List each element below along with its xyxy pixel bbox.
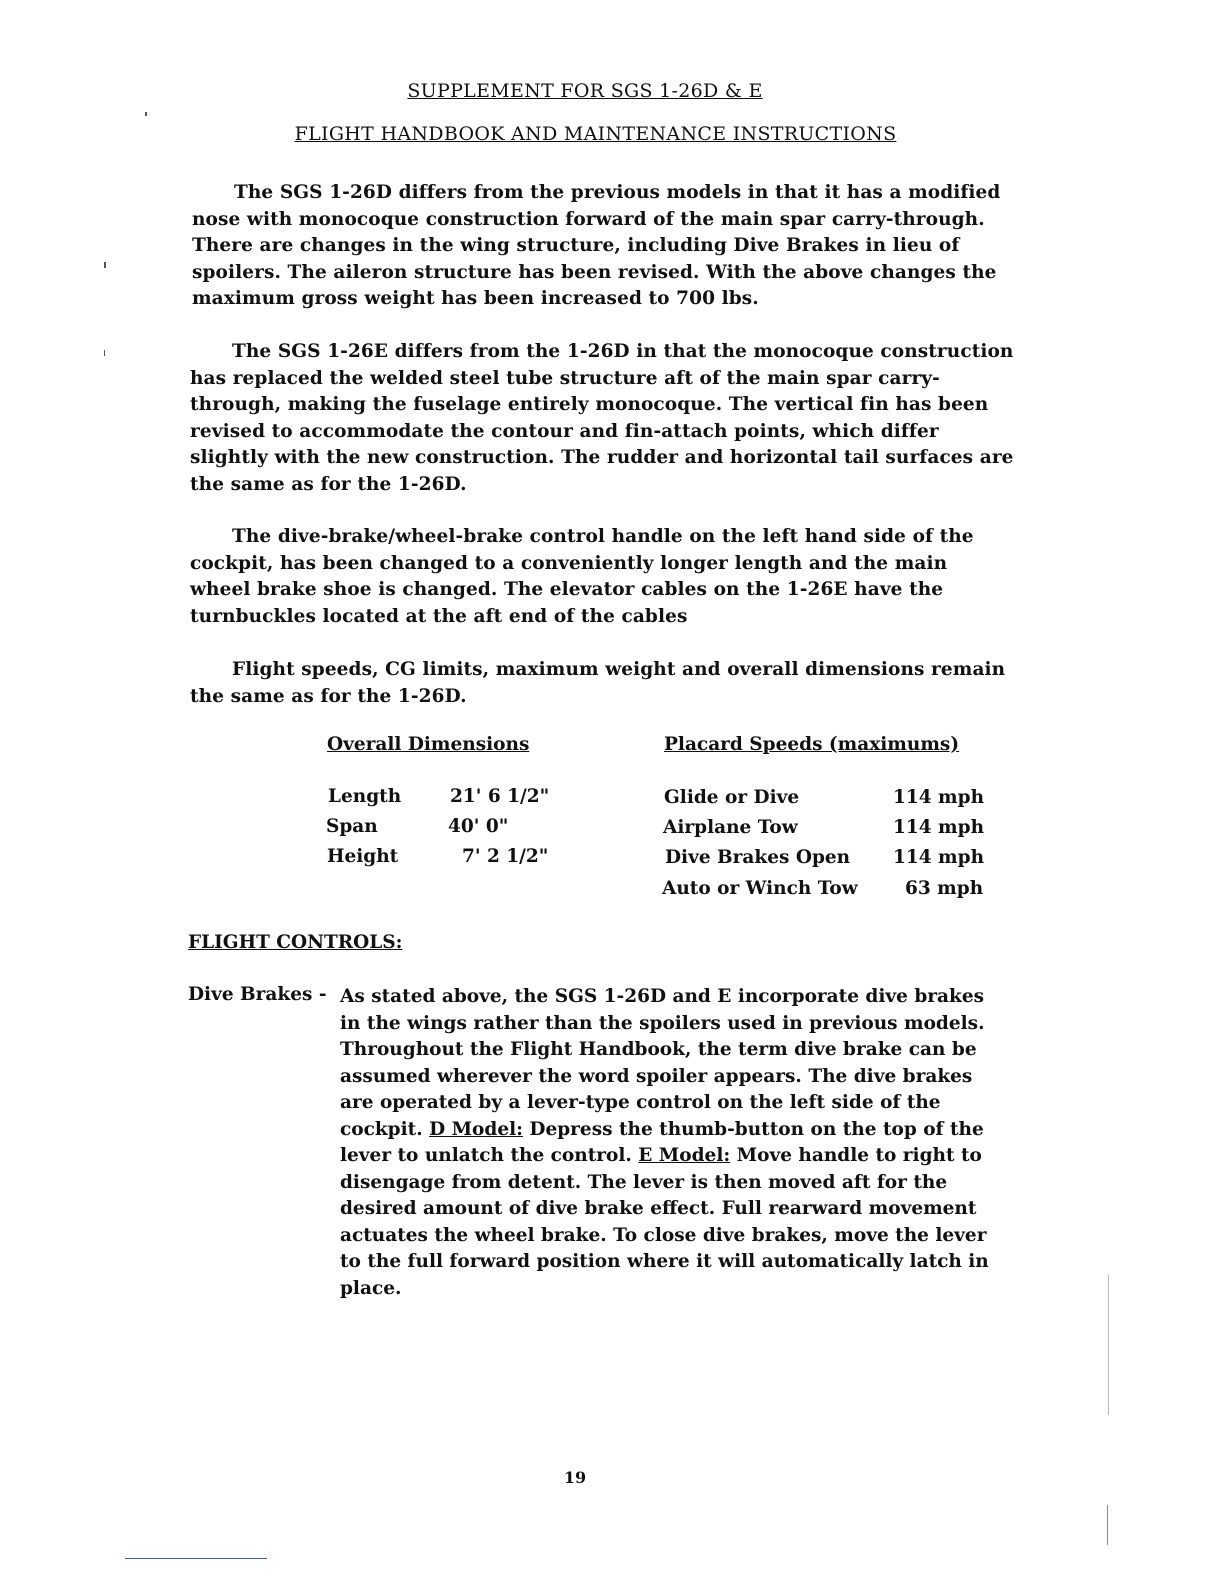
scan-speck <box>104 350 105 356</box>
flight-controls-heading: FLIGHT CONTROLS: <box>188 932 403 953</box>
paragraph-text: The dive-brake/wheel-brake control handle on the left hand side of the cockpit, has been changed to a conveniently longer length and the main wheel brake shoe is changed. The elevator cables on the 1-26E have the turnbuckles located at the aft end of the cables <box>190 526 974 627</box>
dimension-value: 40' 0" <box>448 816 509 837</box>
dimension-label: Length <box>328 786 402 807</box>
description-text: Move handle to right to disengage from detent. The lever is then moved aft for the desired amount of dive brake effect. Full rearward movement actuates the wheel brake. To close dive brakes, move the lever to the full forward position where it will automatically latch in place. <box>340 1145 989 1299</box>
paragraph-control-handle <box>190 524 1010 630</box>
e-model-label: E Model: <box>638 1145 731 1166</box>
paragraph-1-26d <box>192 180 1004 313</box>
speed-value: 114 mph <box>893 787 985 808</box>
description-text: Depress the thumb-button on the top of the lever to unlatch the control. <box>340 1118 984 1166</box>
scan-edge-mark <box>1108 1275 1109 1415</box>
speed-label: Glide or Dive <box>664 787 800 808</box>
paragraph-flight-speeds <box>190 657 1010 710</box>
dimensions-heading: Overall Dimensions <box>327 734 530 755</box>
paragraph-1-26e <box>190 339 1020 498</box>
speed-value: 63 mph <box>905 878 984 899</box>
speed-label: Dive Brakes Open <box>665 847 851 868</box>
scan-speck <box>104 262 106 268</box>
scan-speck <box>145 112 147 116</box>
document-title: SUPPLEMENT FOR SGS 1-26D & E <box>407 80 763 102</box>
paragraph-text: The SGS 1-26E differs from the 1-26D in that the monocoque construction has replaced the welded steel tube structure aft of the main spar carry-through, making the fuselage entirely monocoque. The vertical fin has been revised to accommodate the contour and fin-attach points, which differ slightly with the new construction. The rudder and horizontal tail surfaces are the same as for the 1-26D. <box>190 341 1014 495</box>
dimension-value: 7' 2 1/2" <box>462 846 549 867</box>
dimension-value: 21' 6 1/2" <box>450 786 550 807</box>
paragraph-text: The SGS 1-26D differs from the previous models in that it has a modified nose with monocoque construction forward of the main spar carry-through. There are changes in the wing structure, including Dive Brakes in lieu of spoilers. The aileron structure has been revised. With the above changes the maximum gross weight has been increased to 700 lbs. <box>192 182 1001 309</box>
dive-brakes-description <box>340 984 1008 1302</box>
paragraph-text: Flight speeds, CG limits, maximum weight and overall dimensions remain the same as for the 1-26D. <box>190 659 1006 707</box>
d-model-label: D Model: <box>429 1118 523 1140</box>
page-number: 19 <box>563 1468 587 1487</box>
document-subtitle: FLIGHT HANDBOOK AND MAINTENANCE INSTRUCTIONS <box>294 123 897 145</box>
description-text: As stated above, the SGS 1-26D and E incorporate dive brakes in the wings rather than the spoilers used in previous models. Throughout the Flight Handbook, the term dive brake can be assumed wherever the word spoiler appears. The dive brakes are operated by a lever-type control on the left side of the cockpit. <box>340 986 985 1140</box>
speeds-heading: Placard Speeds (maximums) <box>664 734 960 755</box>
dimension-label: Span <box>326 816 378 837</box>
dimension-label: Height <box>327 846 399 867</box>
dive-brakes-term: Dive Brakes - <box>188 984 327 1005</box>
speed-label: Airplane Tow <box>663 817 798 838</box>
speed-value: 114 mph <box>893 847 985 868</box>
speed-label: Auto or Winch Tow <box>662 878 858 899</box>
footer-rule <box>125 1558 267 1559</box>
speed-value: 114 mph <box>893 817 985 838</box>
scan-edge-mark <box>1107 1505 1108 1545</box>
